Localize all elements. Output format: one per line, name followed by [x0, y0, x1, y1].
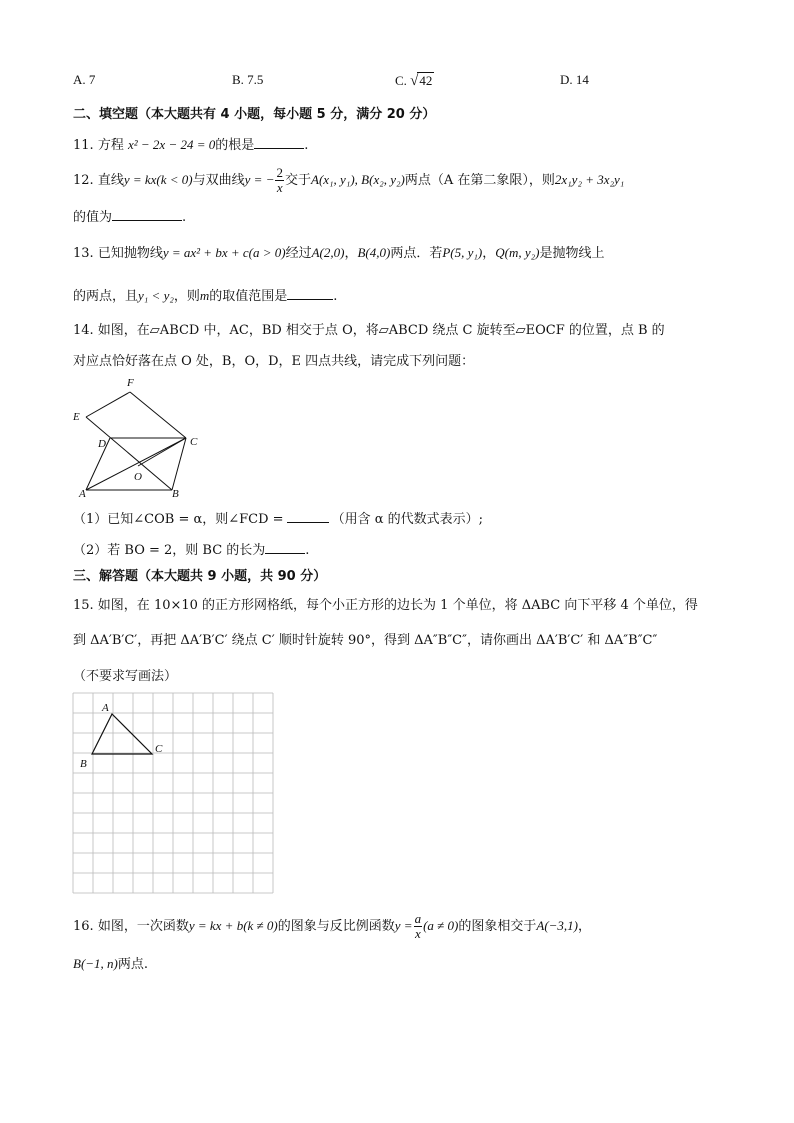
option-a: A. 7	[73, 72, 96, 87]
q16-point-b: B(−1, n)	[73, 956, 118, 971]
q11-number: 11.	[73, 138, 94, 153]
question-14-line2: 对应点恰好落在点 O 处，B，O，D，E 四点共线，请完成下列问题：	[73, 354, 475, 369]
q12-text2: 与双曲线	[192, 173, 245, 188]
label-C: C	[190, 436, 198, 448]
q13-point-p: P(5, y₁)	[442, 245, 483, 260]
q16-text1: 如图，一次函数	[97, 919, 189, 934]
option-d: D. 14	[560, 72, 589, 87]
question-12-line1	[73, 166, 624, 195]
question-13-line2	[73, 285, 337, 307]
q14-sub1-blank[interactable]	[287, 508, 329, 523]
q12-fraction	[275, 166, 284, 195]
q13-line2-text1: 的两点，且	[73, 289, 139, 304]
q11-equation: x² − 2x − 24 = 0	[127, 137, 216, 152]
q13-text3: 两点．若	[390, 246, 443, 261]
question-15-line2: 到 ΔA′B′C′，再把 ΔA′B′C′ 绕点 C′ 顺时针旋转 90°，得到 ΔA″B″C″，请你画出 ΔA′B′C′ 和 ΔA″B″C″	[73, 633, 658, 648]
q14-sub2-a: （2）若 BO = 2，则 BC 的长为	[73, 543, 266, 558]
edge-BC	[172, 438, 186, 490]
q16-frac-num: a	[414, 911, 422, 926]
q13-m: m	[199, 288, 210, 303]
question-14-sub2	[73, 539, 309, 561]
q12-frac-den: x	[276, 180, 283, 195]
q14-figure	[70, 374, 210, 500]
label-A: A	[79, 488, 86, 500]
question-15-line1: 15. 如图，在 10×10 的正方形网格纸，每个小正方形的边长为 1 个单位，将 ΔABC 向下平移 4 个单位，得	[73, 598, 698, 613]
grid-label-A: A	[102, 702, 109, 714]
triangle-ABC	[92, 714, 152, 754]
q16-linear-eq: y = kx + b(k ≠ 0)	[188, 918, 278, 933]
option-c	[395, 72, 434, 90]
q12-blank[interactable]	[112, 206, 182, 221]
q11-text1: 方程	[97, 138, 124, 153]
q14-sub1-b: （用含 α 的代数式表示）;	[331, 512, 484, 527]
q13-text2: 经过	[285, 246, 312, 261]
q14-sub2-end: .	[305, 543, 310, 558]
question-14-sub1	[73, 508, 483, 530]
q12-text1: 直线	[97, 173, 124, 188]
q13-line2-text3: 的取值范围是	[209, 289, 288, 304]
question-16-line1	[73, 912, 591, 941]
option-c-radicand: 42	[419, 73, 433, 88]
q16-frac-den: x	[414, 926, 421, 941]
q13-point-b: B(4,0)	[357, 245, 391, 260]
label-D: D	[98, 438, 106, 450]
q13-equation: y = ax² + bx + c(a > 0)	[162, 245, 286, 260]
q16-fraction	[414, 912, 423, 941]
section-2-title: 二、填空题（本大题共有 4 小题，每小题 5 分，满分 20 分）	[73, 107, 436, 122]
q11-blank[interactable]	[254, 134, 304, 149]
q13-end: .	[333, 289, 338, 304]
q16-condition: (a ≠ 0)	[423, 918, 459, 933]
question-13-line1	[73, 243, 605, 264]
q12-text3: 交于	[284, 173, 311, 188]
q16-text3: 的图象相交于	[458, 919, 537, 934]
q16-sep: ，	[578, 919, 592, 934]
q13-sep2: ，	[482, 246, 496, 261]
q13-number: 13.	[73, 246, 94, 261]
grid-label-C: C	[155, 743, 163, 755]
label-F: F	[127, 377, 134, 389]
q12-expression: 2x₁y₂ + 3x₂y₁	[554, 172, 625, 187]
q15-grid-figure	[72, 692, 278, 898]
grid-label-B: B	[80, 758, 87, 770]
q16-number: 16.	[73, 919, 94, 934]
q16-text2: 的图象与反比例函数	[277, 919, 395, 934]
question-15-line3: （不要求写画法）	[73, 669, 178, 684]
q12-text4: 两点（A 在第二象限），则	[404, 173, 555, 188]
q16-y-eq: y =	[394, 918, 413, 933]
q12-frac-num: 2	[276, 165, 283, 180]
q13-text4: 是抛物线上	[539, 246, 605, 261]
label-O: O	[134, 471, 142, 483]
question-12-line2	[73, 206, 186, 228]
q12-line2-text: 的值为	[73, 210, 113, 225]
q12-line-eq: y = kx(k < 0)	[123, 172, 193, 187]
question-16-line2	[73, 954, 148, 975]
q13-blank[interactable]	[287, 285, 333, 300]
q13-inequality: y₁ < y₂	[138, 288, 174, 303]
edge-FC	[130, 392, 186, 438]
section-3-title: 三、解答题（本大题共 9 小题，共 90 分）	[73, 569, 327, 584]
question-14-line1: 14. 如图，在▱ABCD 中，AC，BD 相交于点 O，将▱ABCD 绕点 C 旋转至▱EOCF 的位置，点 B 的	[73, 323, 665, 338]
q13-line2-text2: ，则	[173, 289, 200, 304]
q11-text2: 的根是	[215, 138, 255, 153]
q13-text1: 已知抛物线	[97, 246, 163, 261]
q12-end: .	[182, 210, 187, 225]
q14-sub2-blank[interactable]	[265, 539, 305, 554]
q13-sep: ，	[344, 246, 358, 261]
option-c-label: C.	[395, 73, 407, 88]
q16-line2-text: 两点.	[117, 957, 149, 972]
question-11	[73, 134, 308, 156]
option-b: B. 7.5	[232, 72, 264, 87]
q16-point-a: A(−3,1)	[536, 918, 579, 933]
q13-point-a: A(2,0)	[311, 245, 345, 260]
q13-point-q: Q(m, y₂)	[495, 245, 540, 260]
edge-EF	[86, 392, 130, 417]
q14-sub1-a: （1）已知∠COB = α，则∠FCD =	[73, 512, 284, 527]
label-E: E	[73, 411, 80, 423]
sqrt-sign: √	[410, 73, 419, 89]
q12-number: 12.	[73, 173, 94, 188]
label-B: B	[172, 488, 179, 500]
q11-end: .	[304, 138, 309, 153]
q12-points: A(x₁, y₁), B(x₂, y₂)	[311, 172, 405, 187]
q12-y-eq: y = −	[244, 172, 275, 187]
